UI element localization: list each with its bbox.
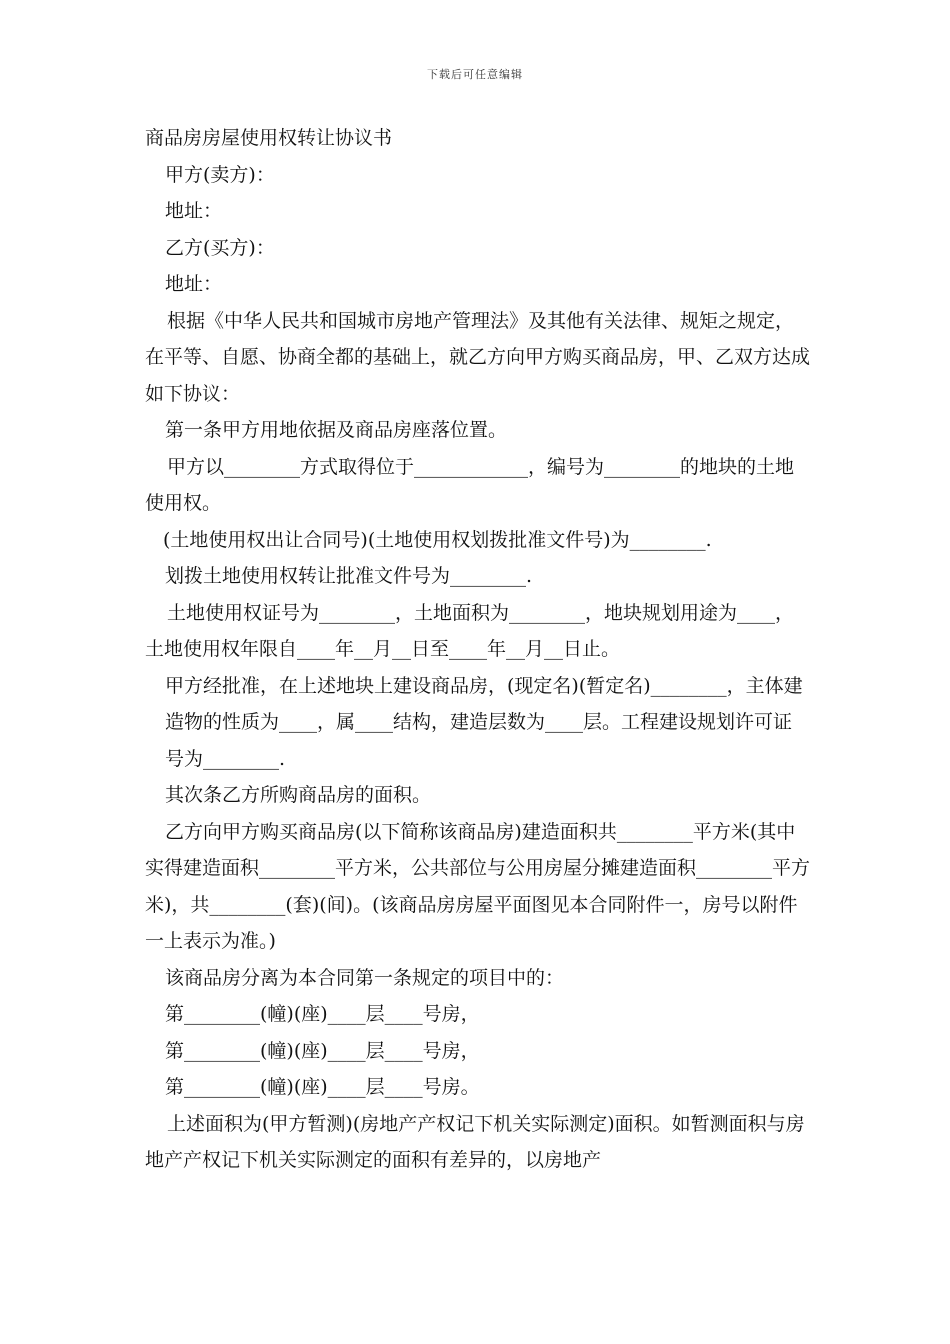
preamble-paragraph: 根据《中华人民共和国城市房地产管理法》及其他有关法律、规矩之规定，在平等、自愿、协商全都的基础上，就乙方向甲方购买商品房，甲、乙双方达成如下协议： <box>145 309 811 405</box>
article1-contract-number: (土地使用权出让合同号)(土地使用权划拨批准文件号)为________. <box>163 528 712 551</box>
party-b-address-label: 地址： <box>165 273 223 295</box>
article2-measurement-paragraph: 上述面积为(甲方暂测)(房地产产权记下机关实际测定)面积。如暂测面积与房地产产权记下机关实际测定的面积有差异的，以房地产 <box>145 1112 805 1171</box>
page-header: 下载后可任意编辑 <box>427 68 523 81</box>
article2-heading: 其次条乙方所购商品房的面积。 <box>165 784 432 806</box>
article2-units-intro: 该商品房分离为本合同第一条规定的项目中的： <box>165 966 565 989</box>
article1-land-acquisition: 甲方以________方式取得位于____________，编号为________的地块的土地使用权。 <box>145 455 795 514</box>
party-a-label: 甲方(卖方)： <box>165 163 275 186</box>
unit-line: 第________(幢)(座)____层____号房。 <box>165 1076 480 1098</box>
document-body <box>145 120 810 1179</box>
article1-heading: 第一条甲方用地依据及商品房座落位置。 <box>165 419 508 441</box>
unit-line: 第________(幢)(座)____层____号房， <box>165 1039 480 1062</box>
unit-line: 第________(幢)(座)____层____号房， <box>165 1003 480 1025</box>
party-a-address-label: 地址： <box>165 200 223 222</box>
article1-transfer-approval: 划拨土地使用权转让批准文件号为________. <box>165 565 533 587</box>
article1-construction-approval: 甲方经批准，在上述地块上建设商品房，(现定名)(暂定名)________，主体建造物的性质为____，属____结构，建造层数为____层。工程建设规划许可证号为________. <box>165 674 803 770</box>
article1-land-certificate: 土地使用权证号为________，土地面积为________，地块规划用途为____，土地使用权年限自____年__月__日至____年__月__日止。 <box>145 601 795 660</box>
party-b-label: 乙方(买方)： <box>165 236 275 259</box>
document-title: 商品房房屋使用权转让协议书 <box>145 127 393 149</box>
article2-area-paragraph: 乙方向甲方购买商品房(以下简称该商品房)建造面积共________平方米(其中实得建造面积________平方米，公共部位与公用房屋分摊建造面积________平方米)，共________(套)(间)。(该商品房房屋平面图见本合同附件一，房号以附件一上表示为准。) <box>145 820 811 952</box>
